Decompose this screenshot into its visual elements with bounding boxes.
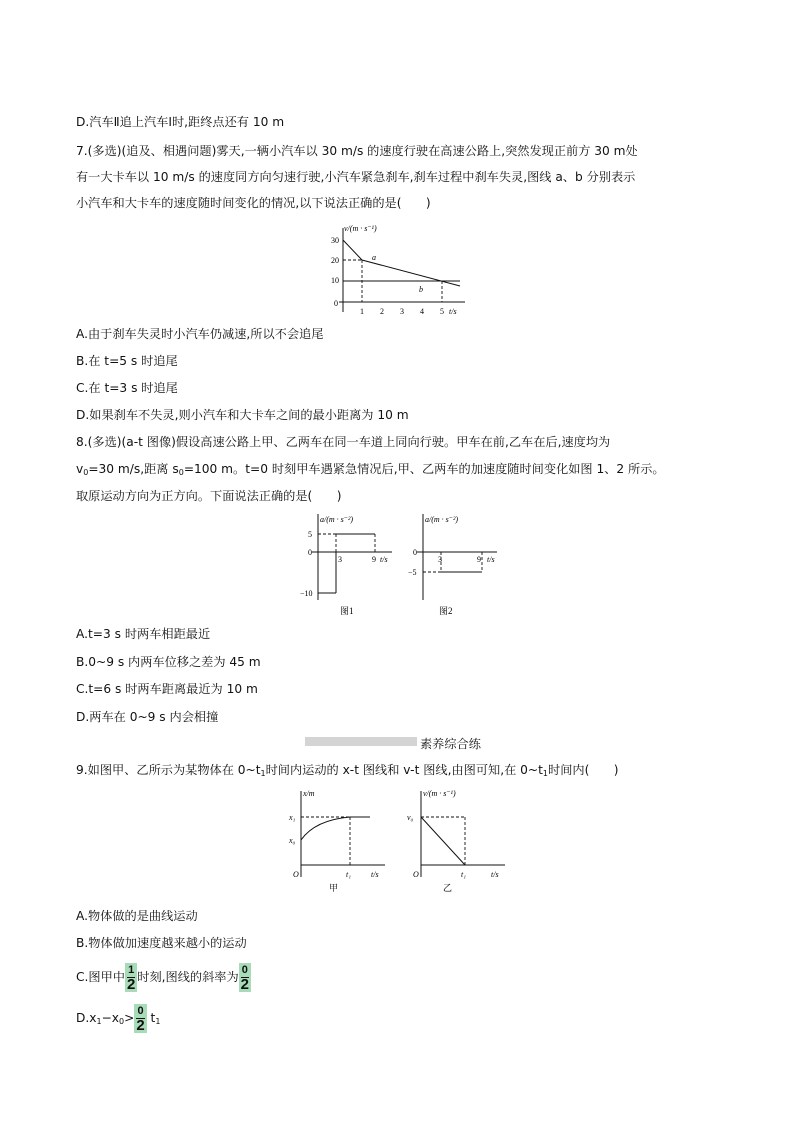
svg-text:3: 3 <box>438 555 442 564</box>
fraction-d: $\frac{0}{2}$ <box>136 1005 145 1034</box>
svg-text:5: 5 <box>308 530 312 539</box>
q7-stem-line1: 7.(多选)(追及、相遇问题)雾天,一辆小汽车以 30 m/s 的速度行驶在高速公路上,突然发现正前方 30 m处 <box>76 144 638 158</box>
q7-ytick-10: 10 <box>331 276 339 285</box>
q7-xlabel: t/s <box>449 307 457 316</box>
svg-text:−5: −5 <box>408 568 417 577</box>
q9-option-a: A.物体做的是曲线运动 <box>76 909 198 923</box>
fig1-xlabel: t/s <box>380 555 388 564</box>
svg-text:t/s: t/s <box>371 870 379 879</box>
q7-ytick-0: 0 <box>334 299 338 308</box>
q6-option-d: D.汽车Ⅱ追上汽车Ⅰ时,距终点还有 10 m <box>76 115 285 129</box>
q7-ytick-30: 30 <box>331 236 339 245</box>
q9-vt-graph <box>405 785 510 899</box>
q7-stem-line2: 有一大卡车以 10 m/s 的速度同方向匀速行驶,小汽车紧急刹车,刹车过程中刹车失灵,图线 a、b 分别表示 <box>76 170 636 184</box>
fig1-ylabel: a/(m · s⁻²) <box>320 515 354 524</box>
q8-stem-line2: $v_0=30$ m/s,距离 $s_0=100$ m。t=0 时刻甲车遇紧急情况后,甲、乙两车的加速度随时间变化如图 1、2 所示。 <box>76 462 665 477</box>
q8-option-b: B.0~9 s 内两车位移之差为 45 m <box>76 655 261 669</box>
svg-text:x/m: x/m <box>303 789 315 798</box>
svg-text:O: O <box>293 870 299 879</box>
q8-option-d: D.两车在 0~9 s 内会相撞 <box>76 710 219 724</box>
svg-text:x₀: x₀ <box>289 836 296 845</box>
q7-option-c: C.在 t=3 s 时追尾 <box>76 381 178 395</box>
q9-xt-curve <box>301 817 350 840</box>
fig2-caption: 图2 <box>439 606 453 616</box>
q9-stem: 9.如图甲、乙所示为某物体在 $0\sim t_1$时间内运动的 x-t 图线和 v-t 图线,由图可知,在 $0\sim t_1$时间内( ) <box>76 763 619 778</box>
q7-ytick-20: 20 <box>331 256 339 265</box>
q9-vt-line <box>421 817 465 865</box>
section-title: 素养综合练 <box>420 737 481 751</box>
svg-text:3: 3 <box>338 555 342 564</box>
svg-text:9: 9 <box>372 555 376 564</box>
q7-xtick-5: 5 <box>440 307 444 316</box>
q8-fig1 <box>300 508 400 622</box>
q7-line-a <box>343 240 460 286</box>
fig1-caption: 图1 <box>340 606 354 616</box>
q7-option-d: D.如果刹车不失灵,则小汽车和大卡车之间的最小距离为 10 m <box>76 408 409 422</box>
svg-text:t₁: t₁ <box>346 870 352 879</box>
svg-text:0: 0 <box>308 548 312 557</box>
fig2-xlabel: t/s <box>487 555 495 564</box>
fraction-c1: $\frac{1}{2}$ <box>126 964 136 993</box>
q8-fig2 <box>405 508 505 622</box>
q7-option-a: A.由于刹车失灵时小汽车仍减速,所以不会追尾 <box>76 327 324 341</box>
svg-text:v₀: v₀ <box>407 813 414 822</box>
q9-option-c: C.图甲中 $\frac{1}{2}$ 时刻,图线的斜率为 $\frac{0}{2}$ <box>76 964 250 993</box>
q9-left-caption: 甲 <box>329 883 339 893</box>
svg-text:O: O <box>413 870 419 879</box>
q9-xt-graph <box>285 785 390 899</box>
svg-text:v/(m · s⁻¹): v/(m · s⁻¹) <box>423 789 456 798</box>
q7-ylabel: v/(m · s⁻¹) <box>344 224 377 233</box>
fraction-c2: $\frac{0}{2}$ <box>240 964 250 993</box>
section-divider <box>305 737 417 746</box>
q7-label-b: b <box>419 285 423 294</box>
q8-stem-line1: 8.(多选)(a-t 图像)假设高速公路上甲、乙两车在同一车道上同向行驶。甲车在前,乙车在后,速度均为 <box>76 435 611 449</box>
q7-vt-graph <box>325 220 475 324</box>
fig2-ylabel: a/(m · s⁻²) <box>425 515 459 524</box>
q7-xtick-4: 4 <box>420 307 424 316</box>
svg-text:9: 9 <box>477 555 481 564</box>
q8-stem-line3: 取原运动方向为正方向。下面说法正确的是( ) <box>76 489 342 503</box>
q7-xtick-2: 2 <box>380 307 384 316</box>
q7-xtick-1: 1 <box>360 307 364 316</box>
svg-text:t/s: t/s <box>491 870 499 879</box>
q7-option-b: B.在 t=5 s 时追尾 <box>76 354 178 368</box>
q9-option-d: $D.x_1-x_0>$ $\frac{0}{2}$ $t_1$ <box>76 1005 161 1034</box>
svg-text:−10: −10 <box>300 589 313 598</box>
q9-right-caption: 乙 <box>443 883 453 893</box>
q7-stem-line3: 小汽车和大卡车的速度随时间变化的情况,以下说法正确的是( ) <box>76 196 431 210</box>
q8-option-a: A.t=3 s 时两车相距最近 <box>76 627 211 641</box>
svg-text:x₁: x₁ <box>289 813 296 822</box>
q8-option-c: C.t=6 s 时两车距离最近为 10 m <box>76 682 258 696</box>
q9-option-b: B.物体做加速度越来越小的运动 <box>76 936 247 950</box>
q7-label-a: a <box>372 253 376 262</box>
svg-text:t₁: t₁ <box>461 870 467 879</box>
q7-xtick-3: 3 <box>400 307 404 316</box>
svg-text:0: 0 <box>413 548 417 557</box>
